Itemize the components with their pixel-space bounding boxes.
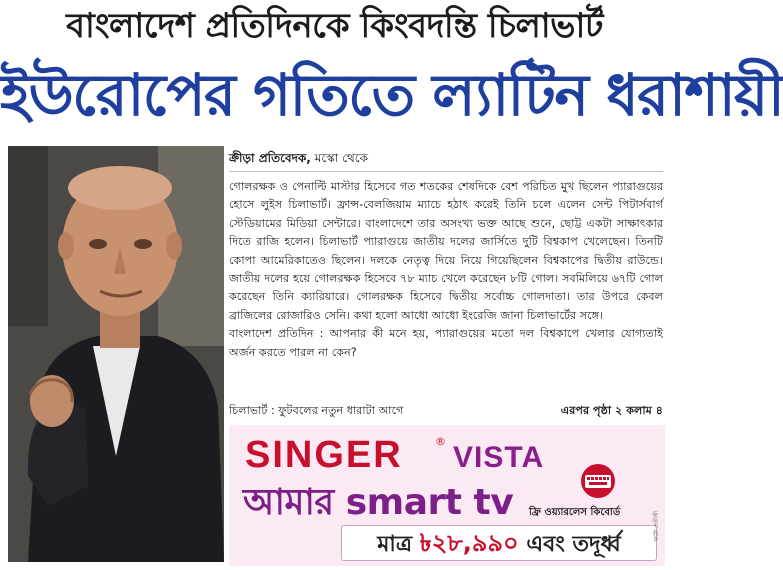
byline bbox=[229, 148, 368, 168]
player-photo bbox=[8, 146, 224, 562]
person-portrait-icon bbox=[8, 146, 224, 562]
ad-registered-mark: ® bbox=[435, 435, 446, 448]
ad-disclaimer: ফটো প্রতীকী bbox=[653, 511, 660, 542]
ad-series: VISTA bbox=[453, 441, 545, 474]
continuation-line bbox=[229, 402, 663, 420]
byline-divider bbox=[229, 171, 663, 172]
byline-reporter: ক্রীড়া প্রতিবেদক, bbox=[229, 151, 311, 165]
ad-tagline: আমার smart tv bbox=[243, 482, 514, 523]
continued-on-link[interactable]: এরপর পৃষ্ঠা ২ কলাম ৪ bbox=[560, 404, 663, 417]
ad-brand: SINGER bbox=[245, 434, 403, 476]
ad-price-box bbox=[341, 525, 657, 561]
article-kicker: বাংলাদেশ প্রতিদিনকে কিংবদন্তি চিলাভার্ট bbox=[66, 6, 603, 46]
singer-advertisement[interactable] bbox=[229, 425, 665, 566]
ad-price-suffix: এবং তদূর্ধ্ব bbox=[526, 532, 621, 557]
ad-keyboard-offer: ফ্রি ওয়্যারলেস কিবোর্ড bbox=[529, 507, 621, 518]
keyboard-icon bbox=[574, 463, 622, 499]
interview-question: বাংলাদেশ প্রতিদিন : আপনার কী মনে হয়, প্যারাগুয়ের মতো দল বিশ্বকাপে খেলার যোগ্যতাই অর্জন করতে পারল না কেন? bbox=[229, 327, 663, 359]
interview-answer: চিলাভার্ট : ফুটবলের নতুন ধারাটা আগে bbox=[229, 404, 404, 417]
article-paragraph: গোলরক্ষক ও পেনাল্টি মাস্টার হিসেবে গত শতকের শেষদিকে বেশ পরিচিত মুখ ছিলেন প্যারাগুয়ের হোসে লুইস চিলাভার্ট। ফ্রান্স-বেলজিয়াম ম্যাচে হঠাৎ করেই তিনি চলে এলেন সেন্ট পিটার্সবার্গ স্টেডিয়ামের মিডিয়া সেন্টারে। বাংলাদেশে তার অসংখ্য ভক্ত আছে শুনে, ছোট্ট একটা সাক্ষাৎকার দিতে রাজি হলেন। চিলাভার্ট প্যারাগুয়ে জাতীয় দলের জার্সিতে দুটি বিশ্বকাপ খেলেছেন। তিনটি কোপা আমেরিকাতেও ছিলেন। দলকে নেতৃত্ব দিয়ে নিয়ে গিয়েছিলেন বিশ্বকাপের দ্বিতীয় রাউন্ডে। জাতীয় দলের হয়ে গোলরক্ষক হিসেবে ৭৮ ম্যাচ খেলে করেছেন ৮টি গোল। সবমিলিয়ে ৬৭টি গোল করেছেন তিনি ক্যারিয়ারে। গোলরক্ষক হিসেবে দ্বিতীয় সর্বোচ্চ গোলদাতা। তার উপরে কেবল ব্রাজিলের রোজারিও সেনি। কথা হলো আধো আধো ইংরেজি জানা চিলাভার্টের সঙ্গে। bbox=[229, 180, 663, 322]
ad-price-prefix: মাত্র bbox=[377, 532, 412, 557]
article-body bbox=[229, 178, 663, 362]
ad-price-amount: ৳২৮,৯৯০ bbox=[419, 529, 519, 557]
byline-place: মস্কো থেকে bbox=[314, 151, 368, 165]
article-headline: ইউরোপের গতিতে ল্যাটিন ধরাশায়ী bbox=[0, 61, 783, 129]
